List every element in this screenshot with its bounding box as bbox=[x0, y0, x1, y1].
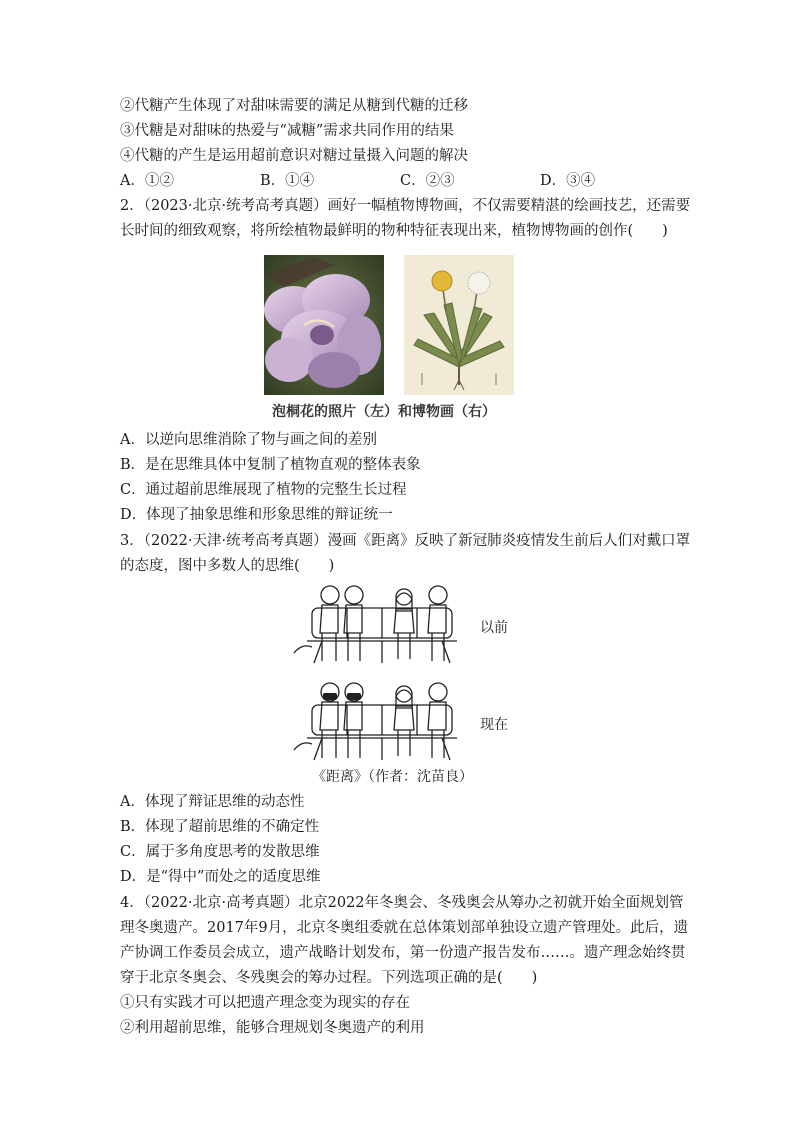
q3-figure-caption: 《距离》（作者：沈苗良） bbox=[312, 769, 473, 785]
q3-choice-c[interactable]: C．属于多角度思考的发散思维 bbox=[120, 844, 320, 860]
q1-statement-3: ③代糖是对甜味的热爱与“减糖”需求共同作用的结果 bbox=[120, 123, 454, 139]
q4-stem-line-1: 4．（2022·北京·高考真题）北京2022年冬奥会、冬残奥会从筹办之初就开始全面规划管 bbox=[120, 895, 684, 911]
q4-stem-line-2: 理冬奥遗产。2017年9月，北京冬奥组委就在总体策划部单独设立遗产管理处。此后，遗 bbox=[120, 920, 689, 936]
q1-choice-c[interactable]: C．②③ bbox=[400, 173, 455, 189]
dandelion-botanical-drawing bbox=[404, 255, 514, 395]
paulownia-photo bbox=[264, 255, 384, 395]
face-mask-icon bbox=[347, 693, 361, 700]
q2-choice-b[interactable]: B．是在思维具体中复制了植物直观的整体表象 bbox=[120, 457, 421, 473]
q4-stem-line-3: 产协调工作委员会成立，遗产战略计划发布，第一份遗产报告发布……。遗产理念始终贯 bbox=[120, 945, 686, 961]
q3-choice-b[interactable]: B．体现了超前思维的不确定性 bbox=[120, 819, 320, 835]
q2-choice-c[interactable]: C．通过超前思维展现了植物的完整生长过程 bbox=[120, 482, 407, 498]
q4-statement-2: ②利用超前思维，能够合理规划冬奥遗产的利用 bbox=[120, 1020, 425, 1036]
cartoon-now-illustration bbox=[292, 680, 472, 765]
face-mask-icon bbox=[323, 693, 337, 700]
cartoon-before-illustration bbox=[292, 583, 472, 668]
q3-choice-d[interactable]: D．是“得中”而处之的适度思维 bbox=[120, 869, 321, 885]
cartoon-label-now: 现在 bbox=[480, 717, 508, 733]
q2-stem-line-1: 2．（2023·北京·统考高考真题）画好一幅植物博物画，不仅需要精湛的绘画技艺，还需要 bbox=[120, 198, 691, 214]
cartoon-label-before: 以前 bbox=[480, 620, 508, 636]
q3-choice-a[interactable]: A．体现了辩证思维的动态性 bbox=[120, 794, 305, 810]
q2-choice-a[interactable]: A．以逆向思维消除了物与画之间的差别 bbox=[120, 432, 377, 448]
q2-choice-d[interactable]: D．体现了抽象思维和形象思维的辩证统一 bbox=[120, 507, 393, 523]
q2-figure-caption: 泡桐花的照片（左）和博物画（右） bbox=[272, 404, 496, 420]
q1-choice-a[interactable]: A．①② bbox=[120, 173, 174, 189]
q4-statement-1: ①只有实践才可以把遗产理念变为现实的存在 bbox=[120, 995, 410, 1011]
q3-stem-line-1: 3．（2022·天津·统考高考真题）漫画《距离》反映了新冠肺炎疫情发生前后人们对戴口罩 bbox=[120, 533, 691, 549]
q2-stem-line-2: 长时间的细致观察，将所绘植物最鲜明的物种特征表现出来，植物博物画的创作( ) bbox=[120, 223, 668, 239]
q1-statement-4: ④代糖的产生是运用超前意识对糖过量摄入问题的解决 bbox=[120, 148, 468, 164]
q1-statement-2: ②代糖产生体现了对甜味需要的满足从糖到代糖的迁移 bbox=[120, 98, 468, 114]
q1-choices bbox=[120, 171, 720, 191]
q4-stem-line-4: 穿于北京冬奥会、冬残奥会的筹办过程。下列选项正确的是( ) bbox=[120, 970, 538, 986]
q3-stem-line-2: 的态度，图中多数人的思维( ) bbox=[120, 558, 335, 574]
q1-choice-d[interactable]: D．③④ bbox=[540, 173, 596, 189]
q1-choice-b[interactable]: B．①④ bbox=[260, 173, 315, 189]
